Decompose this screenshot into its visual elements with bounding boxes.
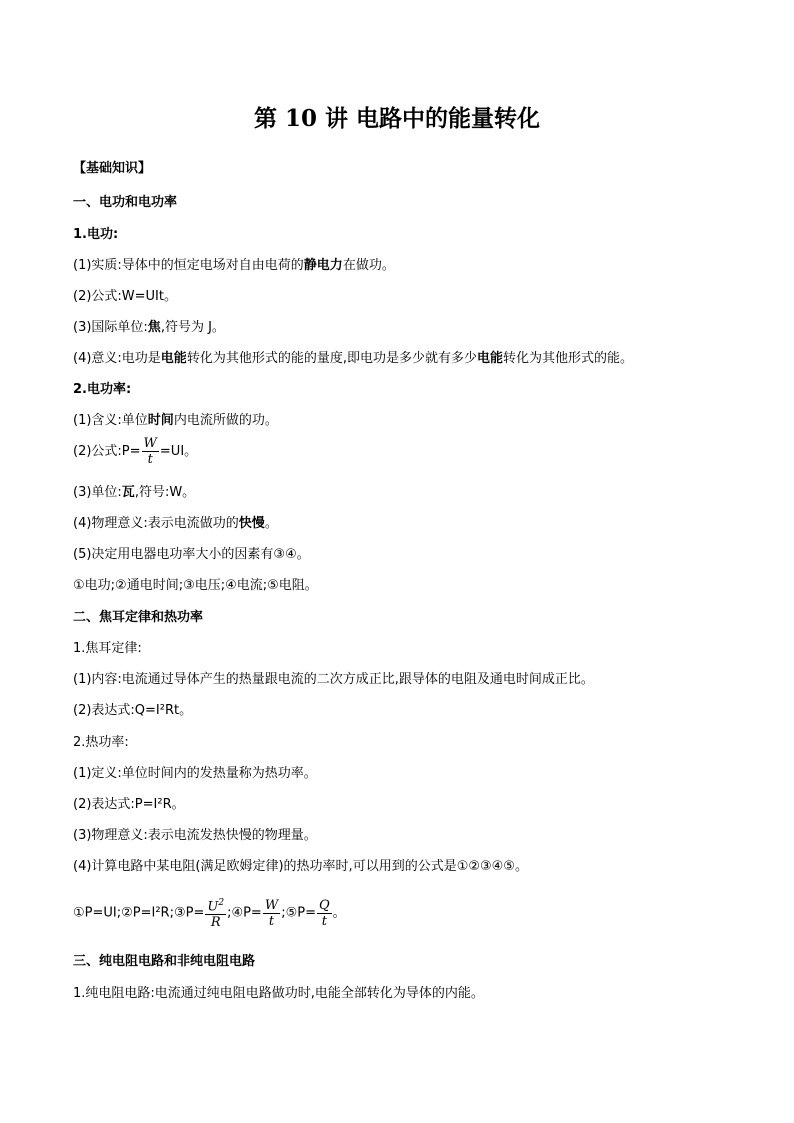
text-line: (5)决定用电器电功率大小的因素有③④。 <box>73 547 310 562</box>
subheading-electric-power: 2.电功率: <box>73 382 132 397</box>
text: (1)含义:单位 <box>73 413 148 428</box>
subheading-heat-power: 2.热功率: <box>73 735 129 750</box>
formula-line <box>73 896 346 931</box>
heading-electric-work-power: 一、电功和电功率 <box>73 195 178 210</box>
emphasis: 焦 <box>147 320 161 335</box>
denominator: t <box>142 451 159 467</box>
emphasis: 瓦 <box>121 485 135 500</box>
section-label: 【基础知识】 <box>73 161 152 176</box>
text: (1)实质:导体中的恒定电场对自由电荷的 <box>73 258 304 273</box>
text: ,符号为 J。 <box>160 320 225 335</box>
emphasis: 电能 <box>476 351 503 366</box>
fraction <box>263 898 280 929</box>
text: (3)单位: <box>73 485 122 500</box>
text-line: (3)物理意义:表示电流发热快慢的物理量。 <box>73 828 317 843</box>
denominator: t <box>263 913 280 929</box>
text: =UI。 <box>159 444 198 459</box>
heading-joule-law: 二、焦耳定律和热功率 <box>73 610 204 625</box>
numerator: W <box>264 897 279 913</box>
emphasis: 时间 <box>147 413 174 428</box>
text-line <box>73 515 278 533</box>
numerator: Q <box>319 897 330 913</box>
text-line: 1.纯电阻电路:电流通过纯电阻电路做功时,电能全部转化为导体的内能。 <box>73 986 484 1001</box>
text: 在做功。 <box>342 258 395 273</box>
fraction <box>205 896 226 930</box>
emphasis: 电能 <box>160 351 187 366</box>
denominator: R <box>205 914 226 930</box>
text: ,符号:W。 <box>134 485 196 500</box>
text: U <box>207 899 219 915</box>
text: (4)物理意义:表示电流做功的 <box>73 516 239 531</box>
heading-pure-resistance: 三、纯电阻电路和非纯电阻电路 <box>73 954 256 969</box>
text-line: (1)内容:电流通过导体产生的热量跟电流的二次方成正比,跟导体的电阻及通电时间成正比。 <box>73 672 594 687</box>
text: ①P=UI;②P=I²R;③P= <box>73 905 205 921</box>
text-line: (4)计算电路中某电阻(满足欧姆定律)的热功率时,可以用到的公式是①②③④⑤。 <box>73 859 528 874</box>
text: (3)国际单位: <box>73 320 148 335</box>
denominator: t <box>317 913 332 929</box>
text-line <box>73 350 633 368</box>
numerator <box>205 896 226 914</box>
emphasis: 快慢 <box>238 516 265 531</box>
text: ;④P= <box>227 905 262 921</box>
fraction <box>317 898 332 929</box>
subheading-joule-law: 1.焦耳定律: <box>73 641 142 656</box>
text: 。 <box>264 516 278 531</box>
text-line: (2)公式:W=UIt。 <box>73 289 177 304</box>
numerator: W <box>143 436 157 451</box>
text: 转化为其他形式的能。 <box>502 351 633 366</box>
text-line <box>73 257 395 275</box>
exponent: 2 <box>218 898 225 908</box>
text: 转化为其他形式的能的量度,即电功是多少就有多少 <box>186 351 477 366</box>
emphasis: 静电力 <box>303 258 343 273</box>
text-line <box>73 319 225 337</box>
text: 。 <box>332 905 346 921</box>
text-line: (1)定义:单位时间内的发热量称为热功率。 <box>73 766 317 781</box>
text: (2)公式:P= <box>73 444 141 459</box>
text-line: (2)表达式:P=I²R。 <box>73 797 185 812</box>
formula-line <box>73 436 197 468</box>
text: (4)意义:电功是 <box>73 351 161 366</box>
subheading-electric-work: 1.电功: <box>73 227 119 242</box>
text-line: ①电功;②通电时间;③电压;④电流;⑤电阻。 <box>73 578 318 593</box>
text-line <box>73 412 278 430</box>
text: ;⑤P= <box>281 905 316 921</box>
text-line: (2)表达式:Q=I²Rt。 <box>73 703 193 718</box>
page-title: 第 10 讲 电路中的能量转化 <box>253 105 541 132</box>
text-line <box>73 484 195 502</box>
text: 内电流所做的功。 <box>173 413 278 428</box>
fraction <box>142 436 159 467</box>
